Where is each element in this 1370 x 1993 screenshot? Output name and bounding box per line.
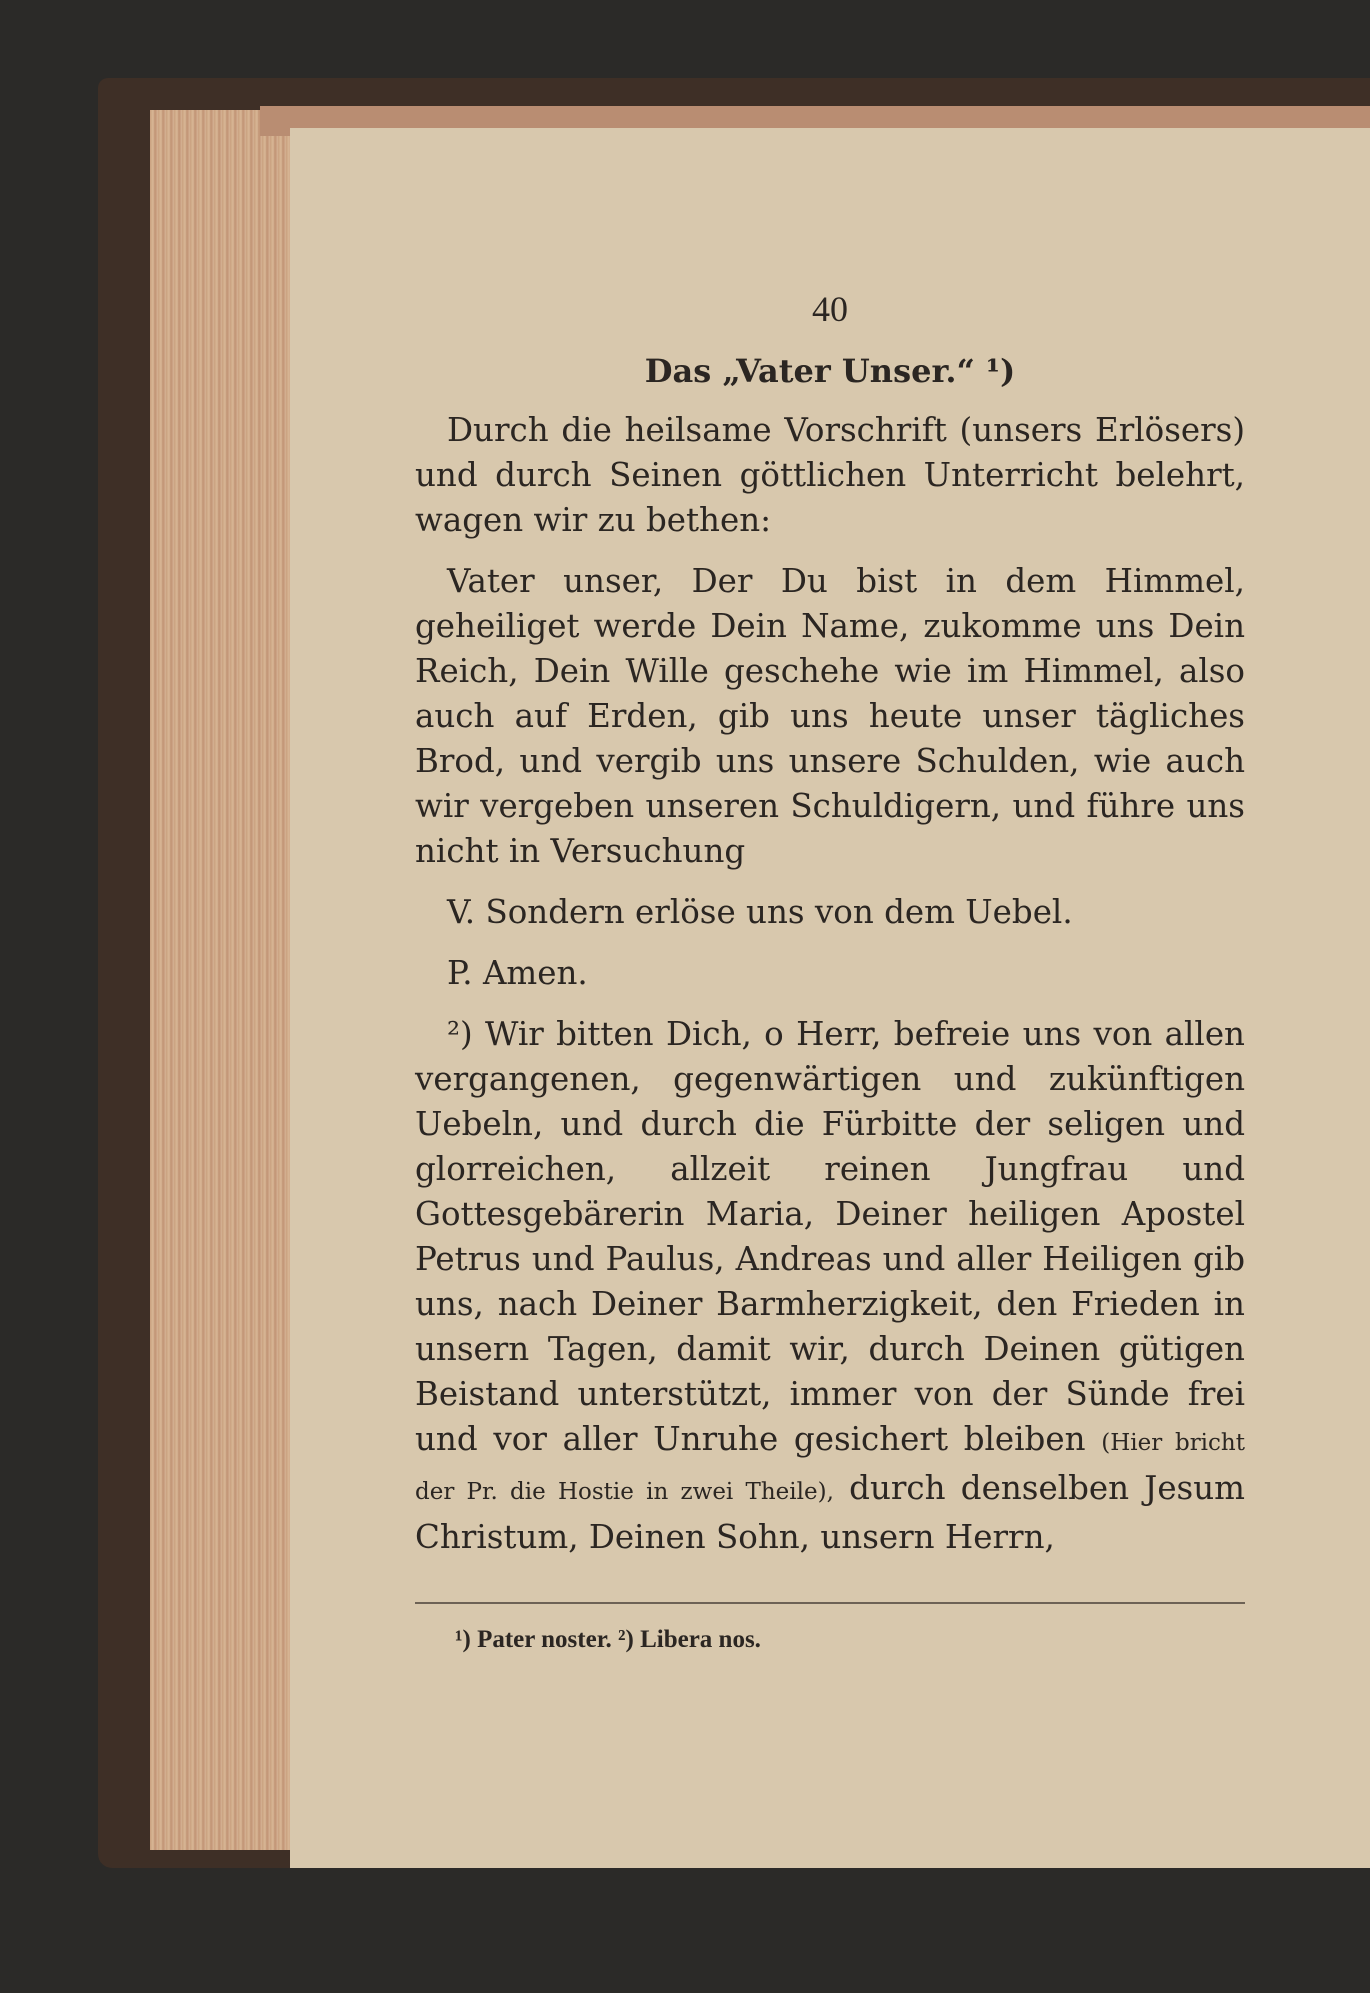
- footnotes: ¹) Pater noster. ²) Libera nos.: [455, 1626, 761, 1653]
- text-block: [415, 288, 1245, 1576]
- paragraph-2: Vater unser, Der Du bist in dem Himmel, geheiliget werde Dein Name, zukomme uns Dein Reich, Dein Wille geschehe wie im Himmel, also auch auf Erden, gib uns heute unser tägliches Brod, und vergib uns unsere Schulden, wie auch wir vergeben unseren Schuldigern, und führe uns nicht in Versuchung: [415, 562, 1245, 870]
- book-page: [290, 128, 1370, 1868]
- footnote-rule: [415, 1602, 1245, 1604]
- rubric-text: (Hier bricht der Pr. die Hostie in zwei Theile),: [415, 1430, 1245, 1505]
- page-number: 40: [812, 289, 848, 329]
- paragraph-5-end: durch denselben Jesum Christum, Deinen Sohn, unsern Herrn,: [415, 1469, 1245, 1556]
- paragraph-4: P. Amen.: [447, 954, 588, 992]
- page-edges: [150, 110, 310, 1850]
- paragraph-5-main: ²) Wir bitten Dich, o Herr, befreie uns von allen vergangenen, gegenwärtigen und zukünftigen Uebeln, und durch die Fürbitte der seligen und glorreichen, allzeit reinen Jungfrau und Gottesgebärerin Maria, Deiner heiligen Apostel Petrus und Paulus, Andreas und aller Heiligen gib uns, nach Deiner Barmherzigkeit, den Frieden in unsern Tagen, damit wir, durch Deinen gütigen Beistand unterstützt, immer von der Sünde frei und vor aller Unruhe gesichert bleiben: [415, 1015, 1245, 1458]
- paragraph-3: V. Sondern erlöse uns von dem Uebel.: [447, 893, 1073, 931]
- section-heading: Das „Vater Unser.“ ¹): [644, 352, 1016, 390]
- paragraph-1: Durch die heilsame Vorschrift (unsers Erlösers) und durch Seinen göttlichen Unterricht belehrt, wagen wir zu bethen:: [415, 411, 1245, 539]
- paragraph-5: [415, 1012, 1245, 1560]
